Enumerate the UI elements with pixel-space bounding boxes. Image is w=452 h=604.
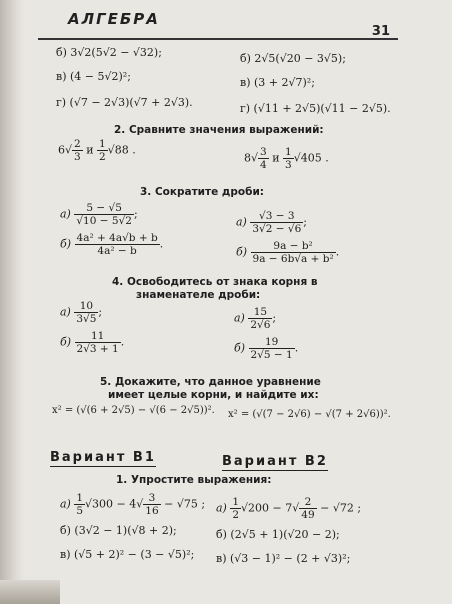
fraction xyxy=(299,496,316,521)
frac-den: 2√3 + 1 xyxy=(76,343,119,355)
task2-right-expression: 8√ $\frac{3}{4}$ и $\frac{1}{3}$ √405 . xyxy=(244,146,329,171)
frac-den: 4a² − b xyxy=(97,245,137,257)
task2-right-whole: 8 xyxy=(244,151,251,165)
frac-den: 5 xyxy=(76,505,84,517)
frac-den: 2√6 xyxy=(250,319,271,331)
frac-den: 2√5 − 1 xyxy=(250,349,293,361)
task1b-title: 1. Упростите выражения: xyxy=(116,474,272,486)
frac-num: 1 xyxy=(99,138,106,150)
task5-title-line2: имеет целые корни, и найдите их: xyxy=(108,389,319,401)
punct: ; xyxy=(98,305,103,319)
problem-1b-left: б) 3√2(5√2 − √32); xyxy=(56,46,162,59)
task2-right-frac xyxy=(258,146,269,171)
item-label: а) xyxy=(234,311,245,325)
task2-left-and: и xyxy=(86,143,94,157)
fraction xyxy=(74,492,85,517)
task1b-a-left: а) $\frac{1}{5}$ √300 − 4√ $\frac{3}{16}$ − √75 ; xyxy=(60,492,206,517)
fraction xyxy=(230,496,241,521)
item-label: а) xyxy=(216,501,227,515)
expression-mid: √300 − 4 xyxy=(85,497,137,511)
task1b-c-left: в) (√5 + 2)² − (3 − √5)²; xyxy=(60,548,195,561)
page-curl-shadow xyxy=(0,580,60,604)
frac-num: 1 xyxy=(76,492,84,504)
fraction xyxy=(143,492,160,517)
frac-den: 4 xyxy=(260,159,267,171)
frac-num: 5 − √5 xyxy=(74,202,134,215)
punct: ; xyxy=(303,215,307,229)
task2-right-third xyxy=(283,146,294,171)
variant-b2-heading: Вариант В2 xyxy=(222,454,328,469)
task5-left-equation: x² = (√(6 + 2√5) − √(6 − 2√5))². xyxy=(52,405,215,416)
punct: . xyxy=(294,341,299,355)
task1b-a-right: а) $\frac{1}{2}$ √200 − 7√ $\frac{2}{49}$ − √72 ; xyxy=(216,496,362,521)
task3a-left xyxy=(60,202,138,227)
task2-left-tail: √88 . xyxy=(107,143,136,157)
task2-left-expression: 6√ $\frac{2}{3}$ и $\frac{1}{2}$ √88 . xyxy=(58,138,136,163)
punct: . xyxy=(120,335,125,349)
frac-den: √10 − 5√2 xyxy=(76,215,132,227)
fraction xyxy=(251,240,336,265)
task2-left-frac xyxy=(72,138,83,163)
task5-title-line1: 5. Докажите, что данное уравнение xyxy=(100,376,321,388)
problem-1d-right: г) (√11 + 2√5)(√11 − 2√5). xyxy=(240,102,391,115)
frac-num: 1 xyxy=(232,496,240,508)
frac-num: 3 xyxy=(260,146,267,158)
task3a-right xyxy=(236,210,307,235)
fraction xyxy=(250,210,303,235)
frac-num: 11 xyxy=(75,330,121,343)
task4b-left xyxy=(60,330,124,355)
fraction xyxy=(74,300,98,325)
frac-num: 2 xyxy=(299,496,316,509)
frac-den: 3√2 − √6 xyxy=(252,223,302,235)
item-label: а) xyxy=(60,207,71,221)
task4-title-line1: 4. Освободитесь от знака корня в xyxy=(112,276,318,288)
page-edge xyxy=(0,0,24,604)
task2-left-half xyxy=(97,138,108,163)
expression-tail: − √72 ; xyxy=(320,501,362,515)
task4b-right xyxy=(234,336,298,361)
frac-num: 3 xyxy=(143,492,160,505)
item-label: б) xyxy=(60,335,72,349)
frac-num: 4a² + 4a√b + b xyxy=(76,232,158,244)
problem-1b-right: б) 2√5(√20 − 3√5); xyxy=(240,52,346,65)
frac-den: 3 xyxy=(74,151,81,163)
item-label: б) xyxy=(236,245,248,259)
task1b-c-right: в) (√3 − 1)² − (2 + √3)²; xyxy=(216,552,351,565)
frac-num: 15 xyxy=(248,306,272,319)
fraction xyxy=(75,330,121,355)
task1b-b-left: б) (3√2 − 1)(√8 + 2); xyxy=(60,524,177,537)
task4a-right xyxy=(234,306,276,331)
punct: . xyxy=(335,245,340,259)
problem-1c-left: в) (4 − 5√2)²; xyxy=(56,70,131,83)
task3b-right xyxy=(236,240,339,265)
fraction xyxy=(74,202,134,227)
task2-left-whole: 6 xyxy=(58,143,65,157)
fraction xyxy=(75,232,160,257)
page-number: 31 xyxy=(371,24,390,39)
task2-right-tail: √405 . xyxy=(293,151,329,165)
problem-1c-right: в) (3 + 2√7)²; xyxy=(240,76,315,89)
fraction xyxy=(248,306,272,331)
frac-num: 10 xyxy=(74,300,98,313)
variant-b1-heading: Вариант В1 xyxy=(50,450,156,465)
frac-num: 9a − b² xyxy=(251,240,336,253)
problem-1d-left: г) (√7 − 2√3)(√7 + 2√3). xyxy=(56,96,193,109)
fraction xyxy=(249,336,295,361)
frac-den: 49 xyxy=(301,509,315,521)
expression-mid: √200 − 7 xyxy=(241,501,293,515)
task2-right-and: и xyxy=(272,151,280,165)
frac-den: 3√5 xyxy=(76,313,97,325)
item-label: а) xyxy=(60,305,71,319)
item-label: б) xyxy=(60,237,72,251)
task4-title-line2: знаменателе дроби: xyxy=(136,289,261,301)
item-label: а) xyxy=(60,497,71,511)
item-label: б) xyxy=(234,341,246,355)
punct: . xyxy=(159,237,164,251)
frac-den: 16 xyxy=(145,505,159,517)
frac-num: 2 xyxy=(74,138,81,150)
frac-den: 3 xyxy=(285,159,292,171)
punct: ; xyxy=(272,311,277,325)
task5-right-equation: x² = (√(7 − 2√6) − √(7 + 2√6))². xyxy=(228,409,391,420)
header-title: АЛГЕБРА xyxy=(68,10,160,28)
frac-num: √3 − 3 xyxy=(250,210,303,223)
frac-num: 1 xyxy=(285,146,292,158)
task1b-b-right: б) (2√5 + 1)(√20 − 2); xyxy=(216,528,340,541)
task3-title: 3. Сократите дроби: xyxy=(140,186,265,198)
task2-title: 2. Сравните значения выражений: xyxy=(114,124,324,136)
frac-num: 19 xyxy=(249,336,295,349)
frac-den: 9a − 6b√a + b² xyxy=(252,253,334,265)
page-header xyxy=(38,8,398,40)
frac-den: 2 xyxy=(99,151,106,163)
frac-den: 2 xyxy=(232,509,240,521)
item-label: а) xyxy=(236,215,247,229)
task3b-left xyxy=(60,232,163,257)
punct: ; xyxy=(133,207,138,221)
expression-tail: − √75 ; xyxy=(164,497,206,511)
task4a-left xyxy=(60,300,102,325)
